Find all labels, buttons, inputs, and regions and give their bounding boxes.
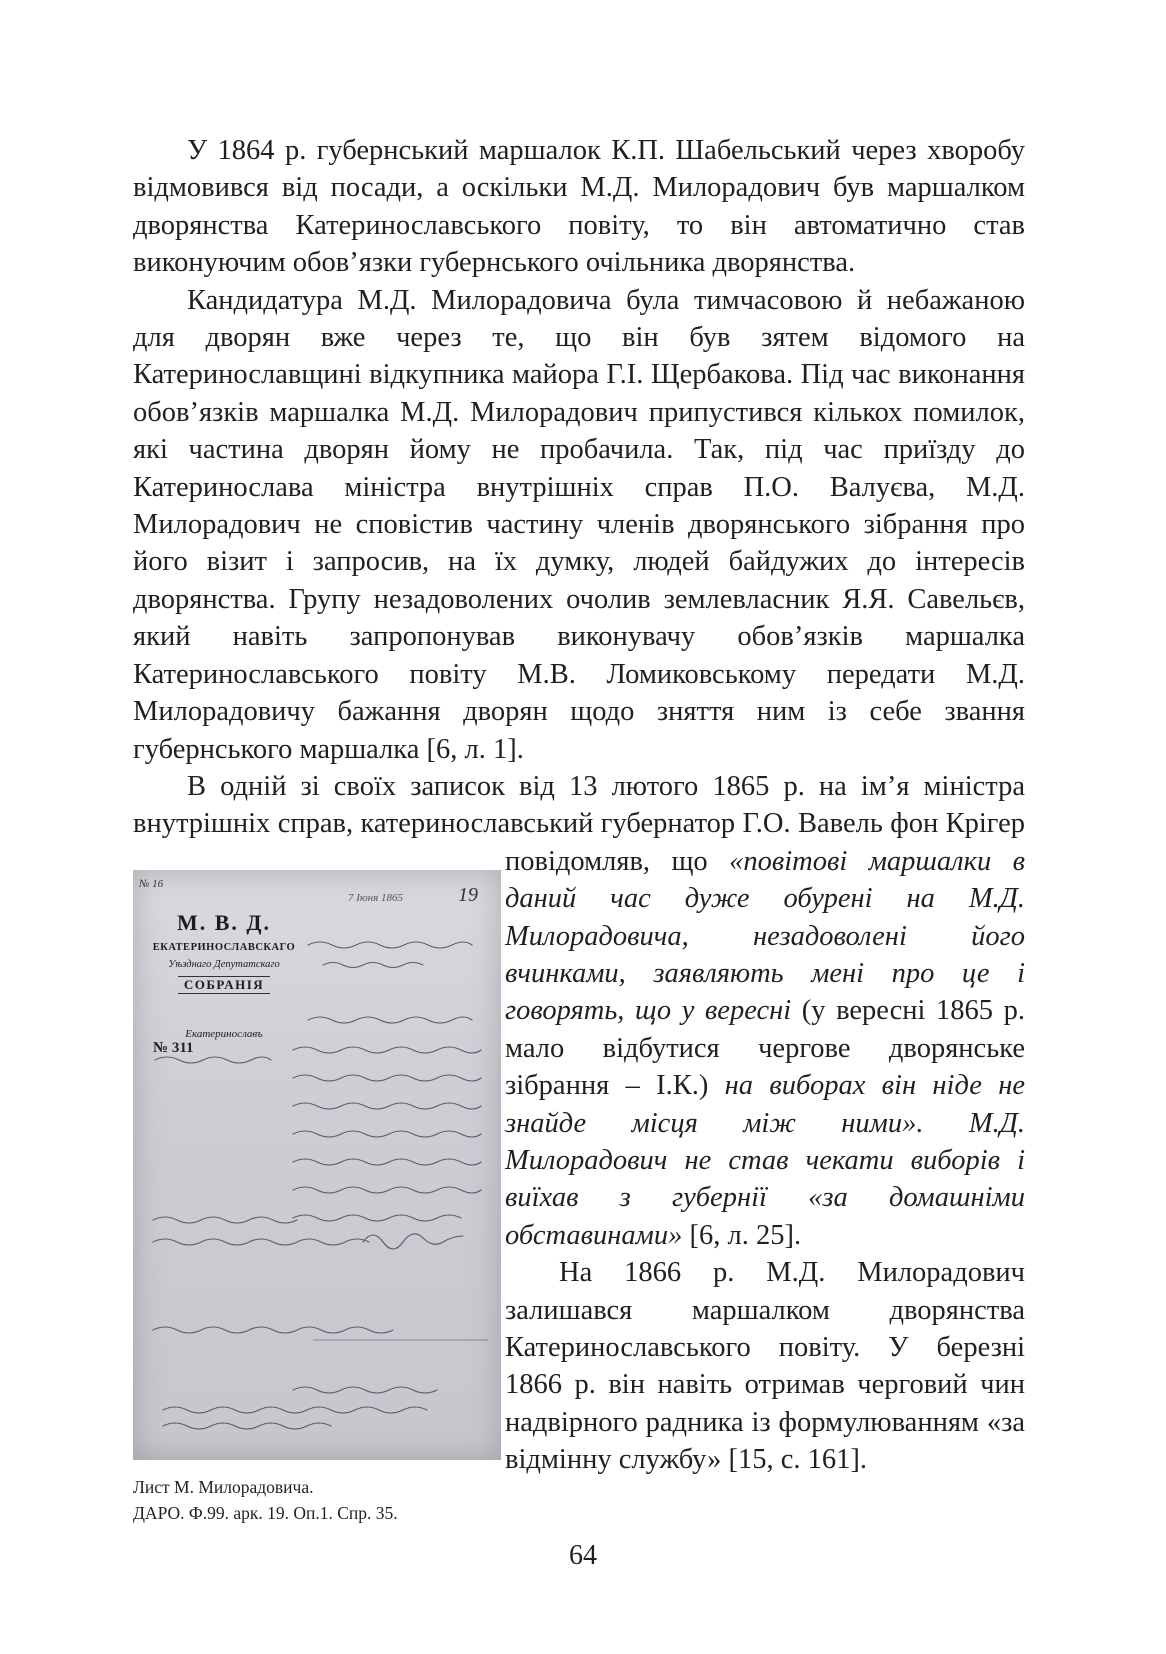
archival-document-photo bbox=[133, 870, 501, 1460]
page-number: 64 bbox=[569, 1540, 597, 1571]
caption-line-1: Лист М. Милорадовича. bbox=[133, 1477, 314, 1497]
letterhead-line-1: М. В. Д. bbox=[176, 910, 272, 935]
letterhead-line-5: Екатеринославъ bbox=[185, 1028, 263, 1040]
document-letterhead bbox=[149, 910, 299, 1040]
archive-page-mark: 19 bbox=[458, 884, 478, 906]
letterhead-line-2: ЕКАТЕРИНОСЛАВСКАГО bbox=[152, 942, 296, 953]
figure-caption bbox=[133, 1474, 633, 1526]
reference: [6, л. 25]. bbox=[689, 1219, 802, 1251]
letterhead-line-3: Уѣзднаго Депутатскаго bbox=[168, 959, 280, 970]
quote-part-2: на виборах він ніде не знайде місця між ними». М.Д. Милорадович не став чекати виборів і виїхав з губернії «за домашніми обставинами» bbox=[505, 1070, 1025, 1251]
editor-note: (у вересні 1865 р. мало відбутися чергове дворянське зібрання – І.К.) bbox=[505, 995, 1026, 1102]
corner-mark: № 16 bbox=[139, 878, 164, 890]
quote-part-1: «повітові маршалки в даний час дуже обурені на М.Д. Милорадовича, незадоволені його вчинками, заявляють мені про це і говорять, що у вересні bbox=[505, 845, 1026, 1027]
paragraph-4: На 1866 р. М.Д. Милорадович залишався маршалком дворянства Катеринославського повіту. У березні 1866 р. він навіть отримав черговий чин надвірного радника із формулюванням «за відмінну службу» [15, с. 161]. bbox=[505, 1257, 1025, 1476]
paragraph-3-intro: В одній зі своїх записок від 13 лютого 1865 р. на ім’я міністра внутрішніх справ, катеринославський губернатор Г.О. Вавель фон Крігер повідомляв, що bbox=[133, 770, 1025, 877]
paragraph-2: Кандидатура М.Д. Милорадовича була тимчасовою й небажаною для дворян вже через те, що він був зятем відомого на Катеринославщині відкупника майора Г.І. Щербакова. Під час виконання обов’язків маршалка М.Д. Милорадович припустився кількох помилок, які частина дворян йому не пробачила. Так, під час приїзду до Катеринослава міністра внутрішніх справ П.О. Валуєва, М.Д. Милорадович не сповістив частину членів дворянського зібрання про його візит і запросив, на їх думку, людей байдужих до інтересів дворянства. Групу незадоволених очолив землевласник Я.Я. Савельєв, який навіть запропонував виконувачу обов’язків маршалка Катеринославського повіту М.В. Ломиковському передати М.Д. Милорадовичу бажання дворян щодо зняття ним із себе звання губернського маршалка [6, л. 1]. bbox=[133, 284, 1025, 765]
document-number: № 311 bbox=[153, 1040, 194, 1056]
caption-line-2: ДАРО. Ф.99. арк. 19. Оп.1. Спр. 35. bbox=[133, 1503, 398, 1523]
letterhead-line-4: СОБРАНІЯ bbox=[178, 976, 270, 994]
paragraph-1: У 1864 р. губернський маршалок К.П. Шабельський через хворобу відмовився від посади, а оскільки М.Д. Милорадович був маршалком дворянства Катеринославського повіту, то він автоматично став виконуючим обов’язки губернського очільника дворянства. bbox=[133, 135, 1025, 279]
date-note: 7 Іюня 1865 bbox=[348, 892, 403, 904]
